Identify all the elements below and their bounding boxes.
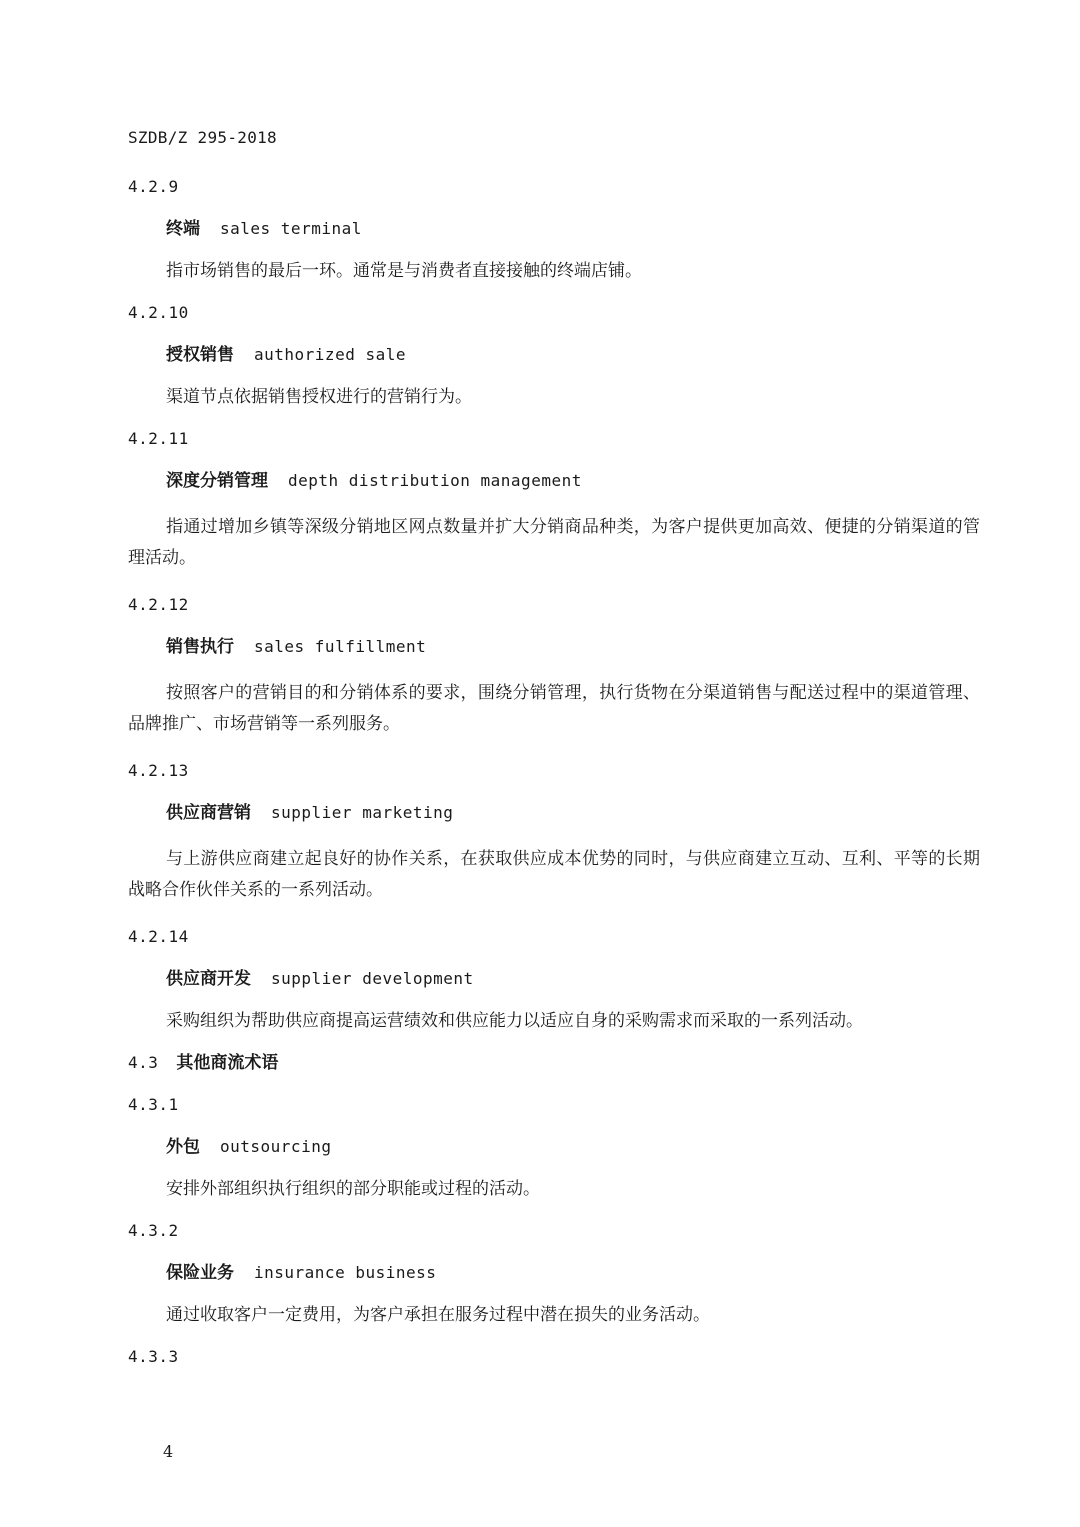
term-en: outsourcing — [220, 1137, 332, 1156]
section-title: 其他商流术语 — [176, 1053, 279, 1073]
clause-number: 4.3.2 — [128, 1221, 179, 1240]
term-en: supplier development — [271, 969, 474, 988]
section-heading — [128, 1052, 980, 1074]
term-line — [128, 1262, 980, 1284]
term-en: sales fulfillment — [254, 637, 427, 656]
term-en: sales terminal — [220, 219, 362, 238]
clause-number: 4.2.13 — [128, 761, 189, 780]
term-zh: 授权销售 — [166, 345, 234, 365]
section-number: 4.3 — [128, 1053, 159, 1072]
term-zh: 供应商营销 — [166, 803, 251, 823]
term-line — [128, 802, 980, 824]
clause-number: 4.2.10 — [128, 303, 189, 322]
term-en: depth distribution management — [288, 471, 582, 490]
term-line — [128, 1136, 980, 1158]
clause-number: 4.2.12 — [128, 595, 189, 614]
clause-number: 4.2.14 — [128, 927, 189, 946]
page-number: 4 — [163, 1442, 174, 1461]
term-zh: 终端 — [166, 219, 200, 239]
clause-number: 4.2.9 — [128, 177, 179, 196]
clause-number: 4.3.3 — [128, 1347, 179, 1366]
term-line — [128, 470, 980, 492]
term-definition: 采购组织为帮助供应商提高运营绩效和供应能力以适应自身的采购需求而采取的一系列活动。 — [166, 1011, 863, 1031]
term-definition: 渠道节点依据销售授权进行的营销行为。 — [166, 387, 472, 407]
term-line — [128, 344, 980, 366]
term-zh: 销售执行 — [166, 637, 234, 657]
term-zh: 深度分销管理 — [166, 471, 268, 491]
term-zh: 供应商开发 — [166, 969, 251, 989]
term-line — [128, 968, 980, 990]
term-zh: 外包 — [166, 1137, 200, 1157]
term-definition: 指通过增加乡镇等深级分销地区网点数量并扩大分销商品种类，为客户提供更加高效、便捷的分销渠道的管理活动。 — [128, 517, 980, 568]
document-body — [128, 176, 980, 1388]
term-definition: 与上游供应商建立起良好的协作关系，在获取供应成本优势的同时，与供应商建立互动、互利、平等的长期战略合作伙伴关系的一系列活动。 — [128, 849, 980, 900]
term-definition: 指市场销售的最后一环。通常是与消费者直接接触的终端店铺。 — [166, 261, 642, 281]
clause-number: 4.3.1 — [128, 1095, 179, 1114]
term-en: supplier marketing — [271, 803, 454, 822]
term-line — [128, 636, 980, 658]
term-zh: 保险业务 — [166, 1263, 234, 1283]
term-en: authorized sale — [254, 345, 406, 364]
term-definition: 按照客户的营销目的和分销体系的要求，围绕分销管理，执行货物在分渠道销售与配送过程中的渠道管理、品牌推广、市场营销等一系列服务。 — [128, 683, 980, 734]
term-line — [128, 218, 980, 240]
term-definition: 通过收取客户一定费用，为客户承担在服务过程中潜在损失的业务活动。 — [166, 1305, 710, 1325]
term-definition: 安排外部组织执行组织的部分职能或过程的活动。 — [166, 1179, 540, 1199]
document-code: SZDB/Z 295-2018 — [128, 128, 277, 147]
clause-number: 4.2.11 — [128, 429, 189, 448]
term-en: insurance business — [254, 1263, 437, 1282]
